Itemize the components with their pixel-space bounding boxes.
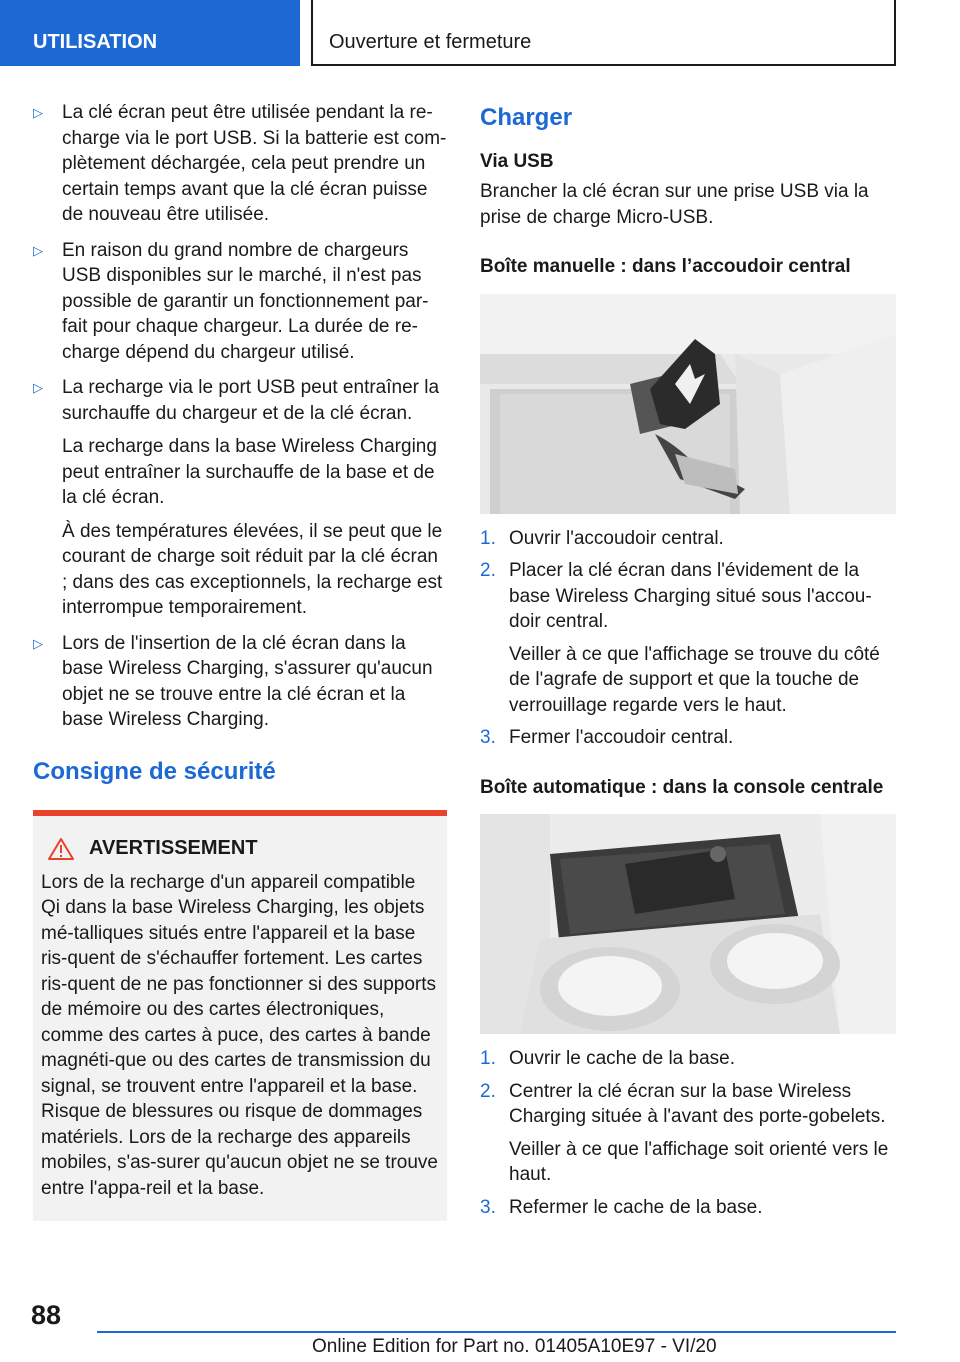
triangle-bullet-icon: ▷ xyxy=(33,380,43,395)
usb-heading: Via USB xyxy=(480,150,554,172)
bullet-text: La recharge dans la base Wireless Charging peut entraîner la surchauffe de la base et de la clé écran. xyxy=(62,436,437,508)
header-chapter-label: Ouverture et fermeture xyxy=(329,31,532,53)
step-number: 1. xyxy=(480,527,496,549)
step-number: 3. xyxy=(480,727,496,748)
step-text: Refermer le cache de la base. xyxy=(509,1196,763,1218)
bullet-item xyxy=(33,100,447,228)
step-number: 2. xyxy=(480,560,496,581)
step-text: Placer la clé écran dans l'évidement de la base Wireless Charging situé sous l'accou-doir central. xyxy=(509,560,872,632)
footer-edition-text: Online Edition for Part no. 01405A10E97 - VI/20 xyxy=(312,1336,717,1357)
warning-triangle-icon xyxy=(47,837,75,861)
bullet-item xyxy=(33,631,447,733)
step-text: Ouvrir le cache de la base. xyxy=(509,1048,736,1069)
manual-gearbox-heading: Boîte manuelle : dans l’accoudoir central xyxy=(480,256,851,277)
triangle-bullet-icon: ▷ xyxy=(33,242,43,258)
step-number: 2. xyxy=(480,1080,496,1102)
step-text: Ouvrir l'accoudoir central. xyxy=(509,527,724,549)
automatic-gearbox-heading: Boîte automatique : dans la console centrale xyxy=(480,776,884,798)
header-chapter-box xyxy=(311,0,896,66)
manual-step xyxy=(480,558,896,718)
triangle-bullet-icon: ▷ xyxy=(33,105,43,120)
automatic-step xyxy=(480,1046,896,1072)
warning-header xyxy=(47,836,439,862)
header-section-label: UTILISATION xyxy=(33,31,158,53)
bullet-text: À des températures élevées, il se peut que le courant de charge soit réduit par la clé écran ; dans des cas exceptionnels, la recharge est interrompue temporairement. xyxy=(62,520,443,618)
step-text: Centrer la clé écran sur la base Wireless Charging située à l'avant des porte-gobelets. xyxy=(509,1080,886,1127)
automatic-step xyxy=(480,1079,896,1188)
header-section-tab xyxy=(0,0,300,66)
page-number: 88 xyxy=(31,1300,62,1330)
bullet-item xyxy=(33,238,447,366)
bullet-text: En raison du grand nombre de chargeurs USB disponibles sur le marché, il n'est pas possible de garantir un fonctionnement par-fait pour chaque chargeur. La durée de re-charge dépend du chargeur utilisé. xyxy=(62,239,429,363)
bullet-item xyxy=(33,375,447,621)
automatic-step xyxy=(480,1195,896,1221)
step-text: Veiller à ce que l'affichage se trouve du côté de l'agrafe de support et que la touche de verrouillage regarde vers le haut. xyxy=(509,643,880,716)
console-charging-photo xyxy=(480,814,896,1034)
right-column xyxy=(480,100,896,1227)
bullet-text: La clé écran peut être utilisée pendant la re-charge via le port USB. Si la batterie est com-plètement déchargée, cela peut prendre un certain temps avant que la clé écran puisse de nouveau être utilisée. xyxy=(62,102,447,225)
warning-text: Lors de la recharge d'un appareil compatible Qi dans la base Wireless Charging, les objets mé-talliques situés entre l'appareil et la base ris-quent de s'échauffer fortement. Les cartes ris-quent de ne pas fonctionner si des supports de mémoire ou des cartes électroniques, comme des cartes à puce, des cartes à bande magnéti-que ou des cartes de transmission du signal, se trouvent entre l'appareil et la base. Risque de blessures ou risque de dommages matériels. Lors de la recharge des appareils mobiles, s'as-surer qu'aucun objet ne se trouve entre l'appa-reil et la base. xyxy=(41,871,438,1199)
step-number: 1. xyxy=(480,1048,496,1069)
usb-text: Brancher la clé écran sur une prise USB via la prise de charge Micro-USB. xyxy=(480,181,869,228)
triangle-bullet-icon: ▷ xyxy=(33,635,43,651)
charger-section-title: Charger xyxy=(480,104,573,131)
bullet-text: Lors de l'insertion de la clé écran dans la base Wireless Charging, s'assurer qu'aucun objet ne se trouve entre la clé écran et la base Wireless Charging. xyxy=(62,632,433,730)
armrest-charging-photo xyxy=(480,294,896,514)
step-text: Veiller à ce que l'affichage soit orienté vers le haut. xyxy=(509,1138,889,1185)
left-column xyxy=(33,100,447,1221)
safety-section-title: Consigne de sécurité xyxy=(33,757,276,785)
bullet-text: La recharge via le port USB peut entraîner la surchauffe du chargeur et de la clé écran. xyxy=(62,377,440,424)
warning-title: AVERTISSEMENT xyxy=(89,837,258,859)
footer-divider xyxy=(97,1331,896,1333)
manual-step xyxy=(480,526,896,552)
step-number: 3. xyxy=(480,1196,496,1218)
warning-box xyxy=(33,810,447,1221)
manual-step xyxy=(480,725,896,751)
step-text: Fermer l'accoudoir central. xyxy=(509,727,734,748)
